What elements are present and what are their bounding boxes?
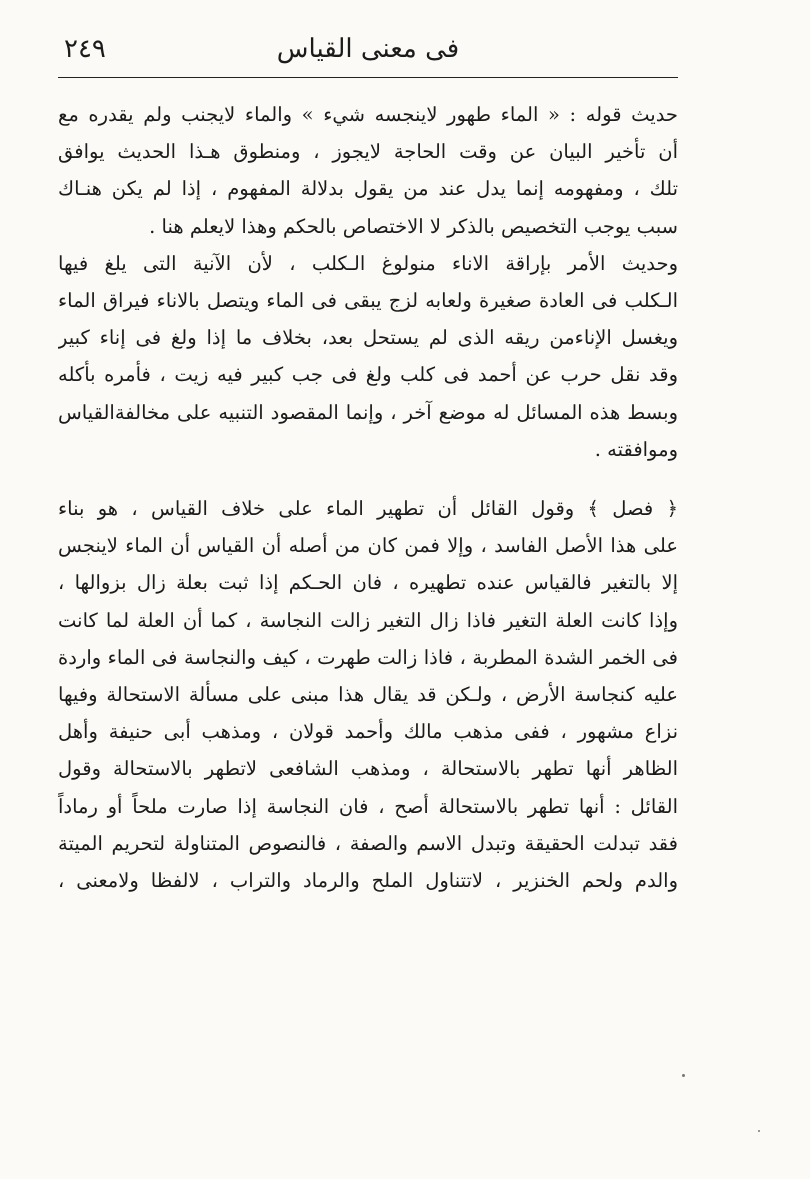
- text-line: وحديث الأمر بإراقة الاناء منولوغ الـكلب ، لأن الآنية التى يلغ فيها: [58, 251, 678, 275]
- text-line: الـكلب فى العادة صغيرة ولعابه لزج يبقى فى الماء ويتصل بالاناء فيراق الماء: [58, 289, 678, 313]
- text-line: وموافقته .: [594, 437, 678, 461]
- text-line: فى الخمر الشدة المطربة ، فاذا زالت طهرت ، كيف والنجاسة فى الماء واردة: [58, 645, 678, 669]
- paragraph-gap: [58, 468, 678, 490]
- text-line: فقد تبدلت الحقيقة وتبدل الاسم والصفة ، فالنصوص المتناولة لتحريم الميتة: [58, 831, 678, 855]
- text-line: إلا بالتغير فالقياس عنده تطهيره ، فان الحـكم إذا ثبت بعلة زال بزوالها ،: [58, 571, 678, 595]
- page-header: [58, 28, 678, 72]
- text-line: نزاع مشهور ، ففى مذهب مالك وأحمد قولان ، ومذهب أبى حنيفة وأهل: [58, 720, 678, 744]
- text-line: عليه كنجاسة الأرض ، ولـكن قد يقال هذا مبنى على مسألة الاستحالة وفيها: [58, 683, 678, 707]
- header-rule: [58, 77, 678, 78]
- body-text: [58, 96, 678, 899]
- text-line: أن تأخير البيان عن وقت الحاجة لايجوز ، ومنطوق هـذا الحديث يوافق: [58, 140, 678, 164]
- text-line: تلك ، ومفهومه إنما يدل عند من يقول بدلالة المفهوم ، إذا لم يكن هنـاك: [58, 177, 678, 201]
- text-line: وإذا كانت العلة التغير فاذا زال التغير زالت النجاسة ، كما أن العلة لما كانت: [58, 608, 678, 632]
- text-line: وبسط هذه المسائل له موضع آخر ، وإنما المقصود التنبيه على مخالفةالقياس: [58, 400, 678, 424]
- text-line: والدم ولحم الخنزير ، لاتتناول الملح والرماد والتراب ، لالفظا ولامعنى ،: [58, 869, 678, 893]
- text-line: وقد نقل حرب عن أحمد فى كلب ولغ فى جب كبير فيه زيت ، فأمره بأكله: [58, 363, 678, 387]
- text-line: سبب يوجب التخصيص بالذكر لا الاختصاص بالحكم وهذا لايعلم هنا .: [149, 214, 678, 238]
- page-number: ٢٤٩: [64, 34, 106, 64]
- text-line: القائل : أنها تطهر بالاستحالة أصح ، فان النجاسة إذا صارت ملحاً أو رماداً: [58, 794, 678, 818]
- running-title: فى معنى القياس: [276, 34, 460, 64]
- text-line: حديث قوله : « الماء طهور لاينجسه شيء » والماء لايجنب ولم يقدره مع: [58, 103, 678, 126]
- text-line: على هذا الأصل الفاسد ، وإلا فمن كان من أصله أن القياس أن الماء لاينجس: [58, 534, 678, 558]
- paper-speck: [758, 1130, 760, 1132]
- text-line: ويغسل الإناءمن ريقه الذى لم يستحل بعد، بخلاف ما إذا ولغ فى إناء كبير: [58, 326, 678, 350]
- text-line: الظاهر أنها تطهر بالاستحالة ، ومذهب الشافعى لاتطهر بالاستحالة وقول: [58, 757, 678, 781]
- paper-speck: [682, 1074, 685, 1077]
- text-line: ﴿ فصل ﴾ وقول القائل أن تطهير الماء على خلاف القياس ، هو بناء: [58, 497, 678, 521]
